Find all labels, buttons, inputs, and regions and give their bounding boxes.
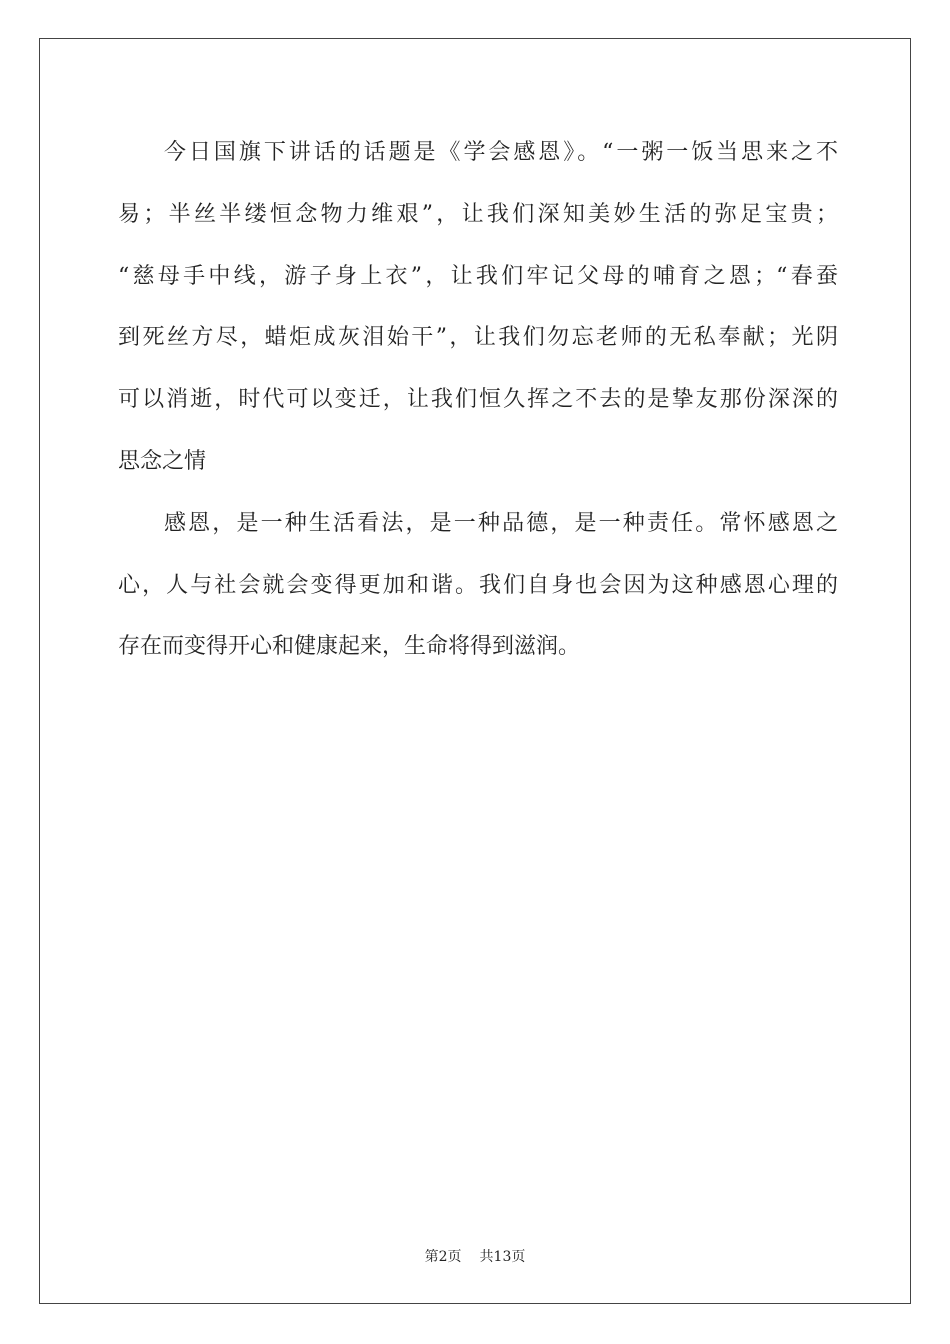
paragraph-1-line-6: 思念之情: [118, 448, 207, 474]
paragraph-1-line-4: 到死丝方尽，蜡炬成灰泪始干”，让我们勿忘老师的无私奉献；光阴: [118, 325, 838, 351]
page-number: 第2页: [424, 1249, 462, 1265]
paragraph-1-line-5: 可以消逝，时代可以变迁，让我们恒久挥之不去的是挚友那份深深的: [118, 387, 838, 413]
paragraph-1-line-2: 易；半丝半缕恒念物力维艰”，让我们深知美妙生活的弥足宝贵；: [118, 201, 838, 227]
paragraph-1-line-3: “慈母手中线，游子身上衣”，让我们牢记父母的哺育之恩；“春蚕: [118, 263, 838, 289]
paragraph-2-line-2: 心，人与社会就会变得更加和谐。我们自身也会因为这种感恩心理的: [118, 572, 838, 598]
document-body: [118, 122, 838, 678]
page-footer: [0, 1246, 950, 1266]
page-total: 共13页: [479, 1249, 526, 1265]
paragraph-1-line-1: 今日国旗下讲话的话题是《学会感恩》。“一粥一饭当思来之不: [164, 140, 838, 165]
paragraph-2-line-3: 存在而变得开心和健康起来，生命将得到滋润。: [118, 634, 581, 660]
paragraph-2-line-1: 感恩，是一种生活看法，是一种品德，是一种责任。常怀感恩之: [164, 510, 838, 536]
